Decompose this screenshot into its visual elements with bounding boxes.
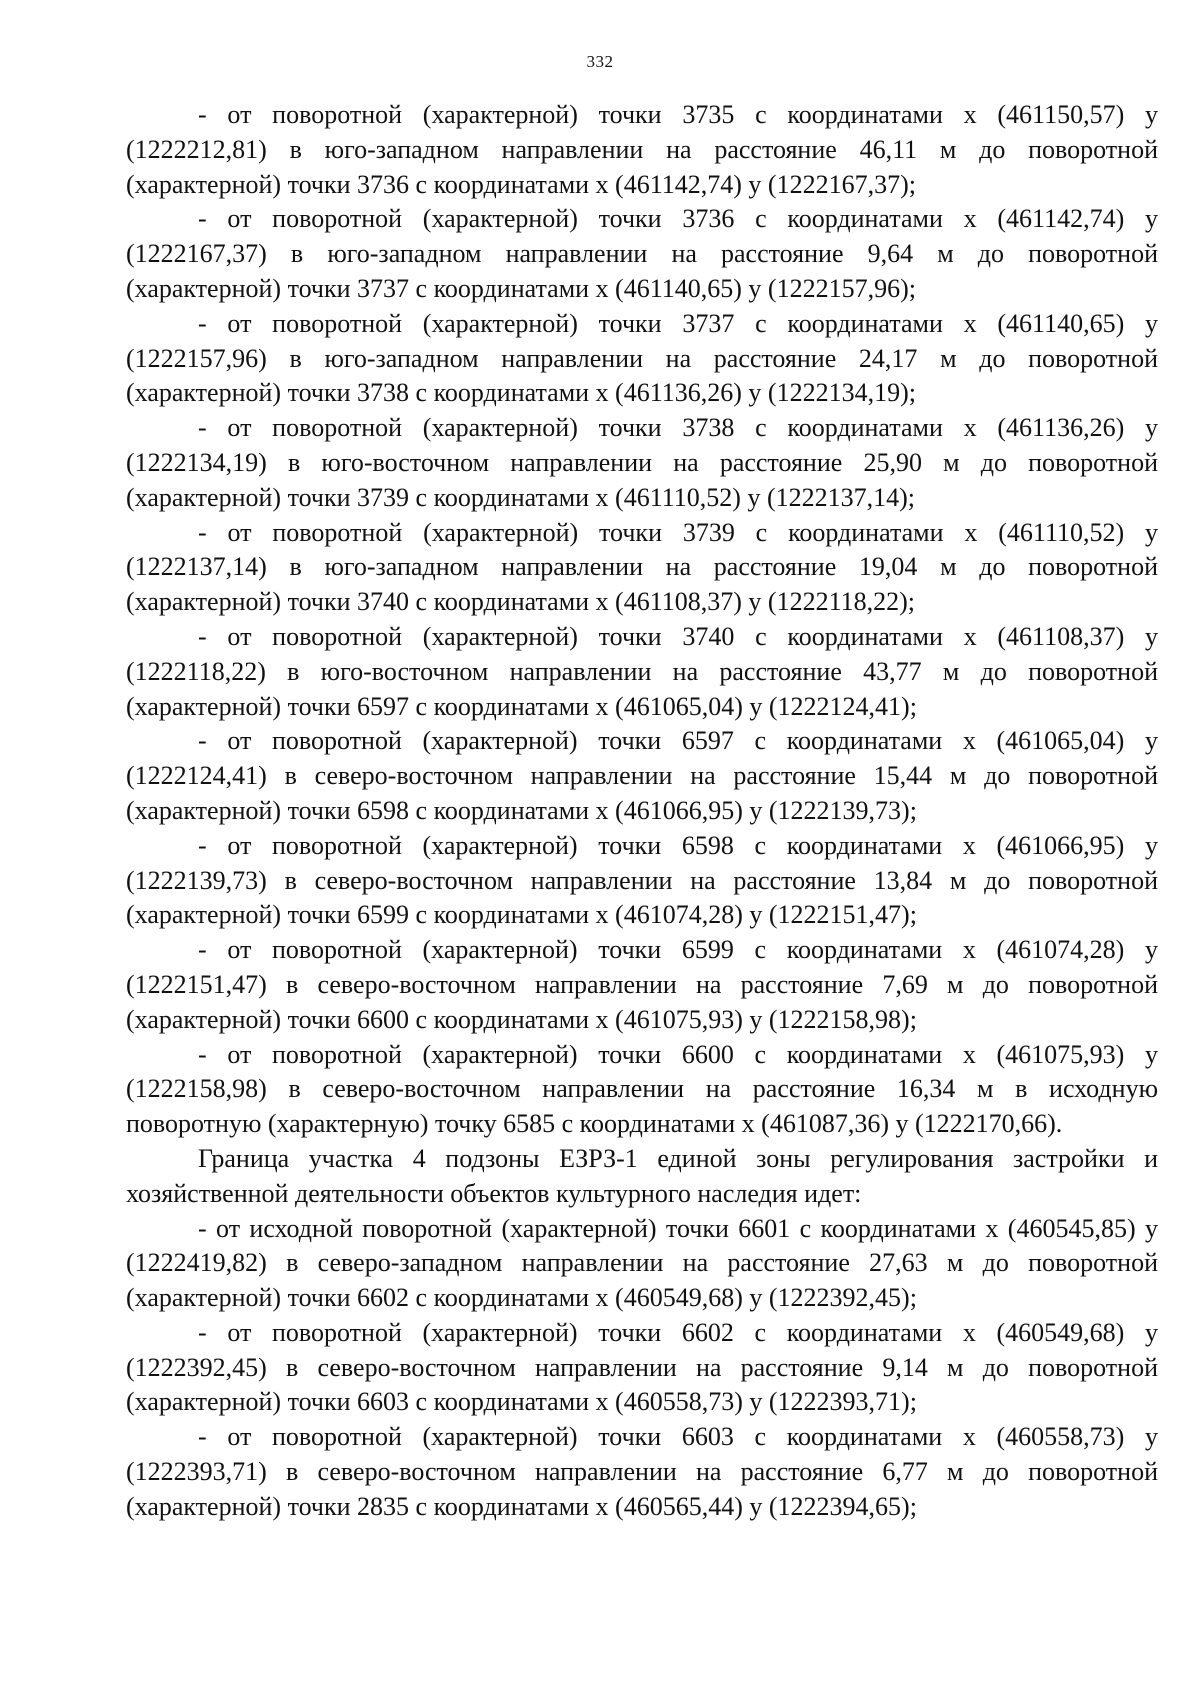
- boundary-segment-paragraph: - от поворотной (характерной) точки 6603 с координатами х (460558,73) у (1222393,71) в северо-восточном направлении на расстояние 6,77 м до поворотной (характерной) точки 2835 с координатами х (460565,44) у (1222394,65);: [126, 1422, 1158, 1521]
- boundary-segment-paragraph: - от исходной поворотной (характерной) точки 6601 с координатами х (460545,85) у (1222419,82) в северо-западном направлении на расстояние 27,63 м до поворотной (характерной) точки 6602 с координатами х (460549,68) у (1222392,45);: [126, 1213, 1158, 1313]
- boundary-segment-paragraph: - от поворотной (характерной) точки 6599 с координатами х (461074,28) у (1222151,47) в северо-восточном направлении на расстояние 7,69 м до поворотной (характерной) точки 6600 с координатами х (461075,93) у (1222158,98);: [126, 935, 1158, 1034]
- boundary-segment-paragraph: - от поворотной (характерной) точки 3738 с координатами х (461136,26) у (1222134,19) в юго-восточном направлении на расстояние 25,90 м до поворотной (характерной) точки 3739 с координатами х (461110,52) у (1222137,14);: [126, 413, 1158, 512]
- boundary-segment-paragraph: - от поворотной (характерной) точки 3739 с координатами х (461110,52) у (1222137,14) в юго-западном направлении на расстояние 19,04 м до поворотной (характерной) точки 3740 с координатами х (461108,37) у (1222118,22);: [126, 517, 1158, 617]
- boundary-segment-paragraph: - от поворотной (характерной) точки 3737 с координатами х (461140,65) у (1222157,96) в юго-западном направлении на расстояние 24,17 м до поворотной (характерной) точки 3738 с координатами х (461136,26) у (1222134,19);: [126, 308, 1158, 408]
- document-body: [126, 98, 1158, 1525]
- boundary-segment-paragraph: - от поворотной (характерной) точки 3736 с координатами х (461142,74) у (1222167,37) в юго-западном направлении на расстояние 9,64 м до поворотной (характерной) точки 3737 с координатами х (461140,65) у (1222157,96);: [126, 204, 1158, 303]
- boundary-segment-paragraph: - от поворотной (характерной) точки 6597 с координатами х (461065,04) у (1222124,41) в северо-восточном направлении на расстояние 15,44 м до поворотной (характерной) точки 6598 с координатами х (461066,95) у (1222139,73);: [126, 726, 1158, 825]
- boundary-segment-paragraph: - от поворотной (характерной) точки 6600 с координатами х (461075,93) у (1222158,98) в северо-восточном направлении на расстояние 16,34 м в исходную поворотную (характерную) точку 6585 с координатами х (461087,36) у (1222170,66).: [126, 1039, 1158, 1139]
- section-intro-paragraph: Граница участка 4 подзоны ЕЗРЗ-1 единой зоны регулирования застройки и хозяйственной деятельности объектов культурного наследия идет:: [126, 1143, 1158, 1208]
- boundary-segment-paragraph: - от поворотной (характерной) точки 6602 с координатами х (460549,68) у (1222392,45) в северо-восточном направлении на расстояние 9,14 м до поворотной (характерной) точки 6603 с координатами х (460558,73) у (1222393,71);: [126, 1317, 1158, 1417]
- boundary-segment-paragraph: - от поворотной (характерной) точки 3735 с координатами х (461150,57) у (1222212,81) в юго-западном направлении на расстояние 46,11 м до поворотной (характерной) точки 3736 с координатами х (461142,74) у (1222167,37);: [126, 100, 1158, 199]
- boundary-segment-paragraph: - от поворотной (характерной) точки 6598 с координатами х (461066,95) у (1222139,73) в северо-восточном направлении на расстояние 13,84 м до поворотной (характерной) точки 6599 с координатами х (461074,28) у (1222151,47);: [126, 830, 1158, 930]
- page-number: 332: [586, 52, 614, 71]
- boundary-segment-paragraph: - от поворотной (характерной) точки 3740 с координатами х (461108,37) у (1222118,22) в юго-восточном направлении на расстояние 43,77 м до поворотной (характерной) точки 6597 с координатами х (461065,04) у (1222124,41);: [126, 621, 1158, 721]
